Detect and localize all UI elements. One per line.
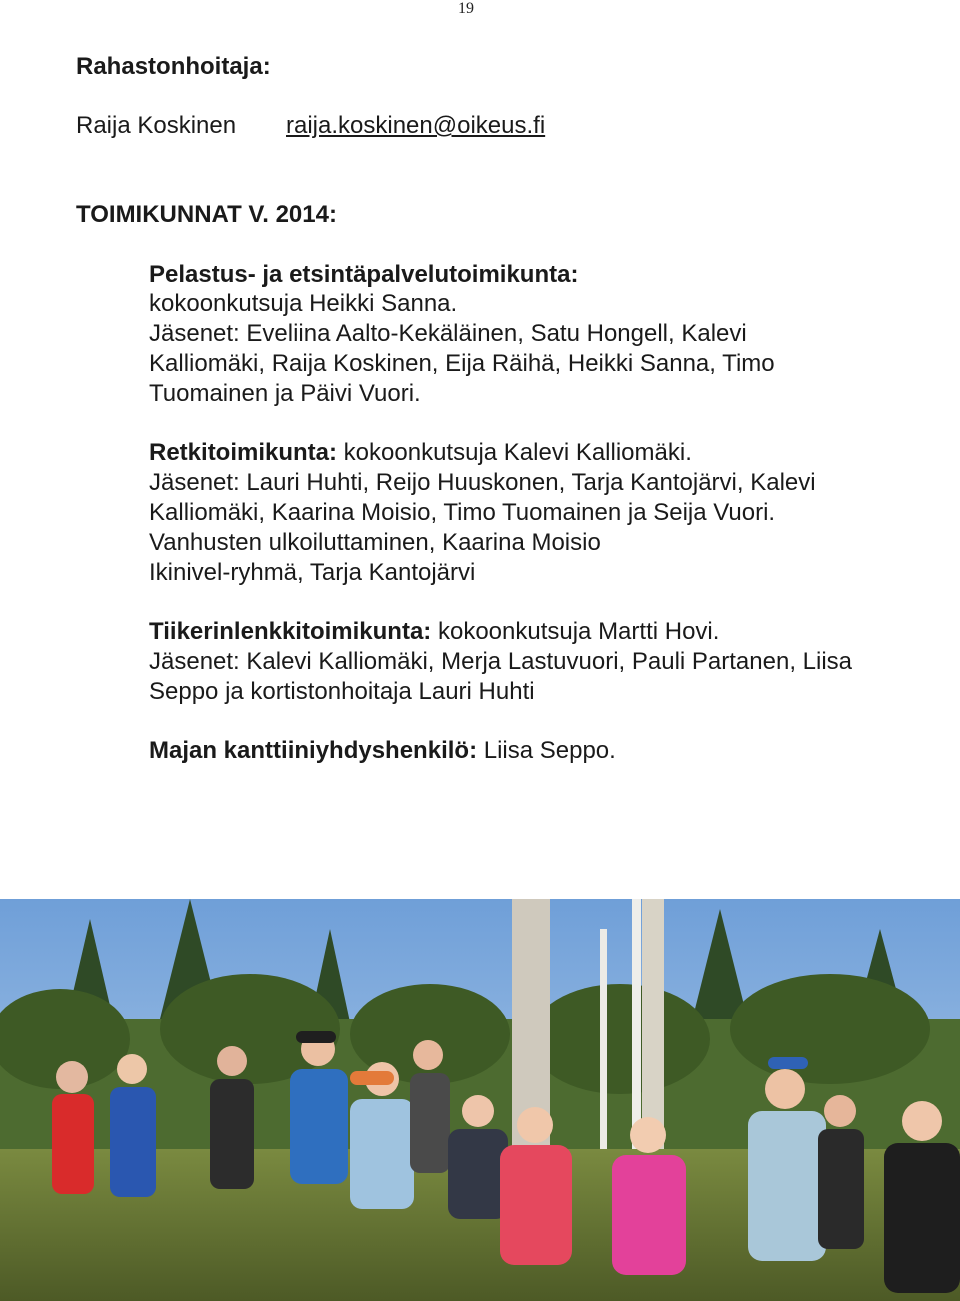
- page-number: 19: [458, 0, 474, 17]
- excursion-committee-header: [149, 438, 692, 468]
- group-hiking-photo: [0, 899, 960, 1301]
- treasurer-name: Raija Koskinen: [76, 112, 237, 139]
- tiger-committee-title: Tiikerinlenkkitoimikunta:: [149, 618, 432, 645]
- treasurer-email-link[interactable]: raija.koskinen@oikeus.fi: [286, 112, 546, 139]
- tiger-committee-members-1: Jäsenet: Kalevi Kalliomäki, Merja Lastuvuori, Pauli Partanen, Liisa: [149, 648, 853, 675]
- treasurer-heading: Rahastonhoitaja:: [76, 53, 271, 80]
- excursion-committee-members-2: Kalliomäki, Kaarina Moisio, Timo Tuomainen ja Seija Vuori.: [149, 499, 776, 526]
- canteen-contact: [149, 736, 616, 766]
- canteen-contact-title: Majan kanttiiniyhdyshenkilö:: [149, 737, 478, 764]
- rescue-committee-members-2: Kalliomäki, Raija Koskinen, Eija Räihä, Heikki Sanna, Timo: [149, 350, 775, 377]
- excursion-committee-convener: kokoonkutsuja Kalevi Kalliomäki.: [337, 439, 692, 466]
- tiger-committee-convener: kokoonkutsuja Martti Hovi.: [431, 618, 720, 645]
- rescue-committee-title: Pelastus- ja etsintäpalvelutoimikunta:: [149, 261, 579, 288]
- rescue-committee-members-1: Jäsenet: Eveliina Aalto-Kekäläinen, Satu Hongell, Kalevi: [149, 320, 747, 347]
- tiger-committee-members-2: Seppo ja kortistonhoitaja Lauri Huhti: [149, 678, 535, 705]
- ikinivel-group: Ikinivel-ryhmä, Tarja Kantojärvi: [149, 559, 476, 586]
- rescue-committee-members-3: Tuomainen ja Päivi Vuori.: [149, 380, 421, 407]
- elderly-outdoor-activity: Vanhusten ulkoiluttaminen, Kaarina Moisio: [149, 529, 601, 556]
- tiger-committee-header: [149, 617, 719, 647]
- rescue-committee-convener: kokoonkutsuja Heikki Sanna.: [149, 290, 458, 317]
- excursion-committee-members-1: Jäsenet: Lauri Huhti, Reijo Huuskonen, Tarja Kantojärvi, Kalevi: [149, 469, 816, 496]
- canteen-contact-name: Liisa Seppo.: [477, 737, 616, 764]
- excursion-committee-title: Retkitoimikunta:: [149, 439, 338, 466]
- committees-heading: TOIMIKUNNAT V. 2014:: [76, 201, 337, 228]
